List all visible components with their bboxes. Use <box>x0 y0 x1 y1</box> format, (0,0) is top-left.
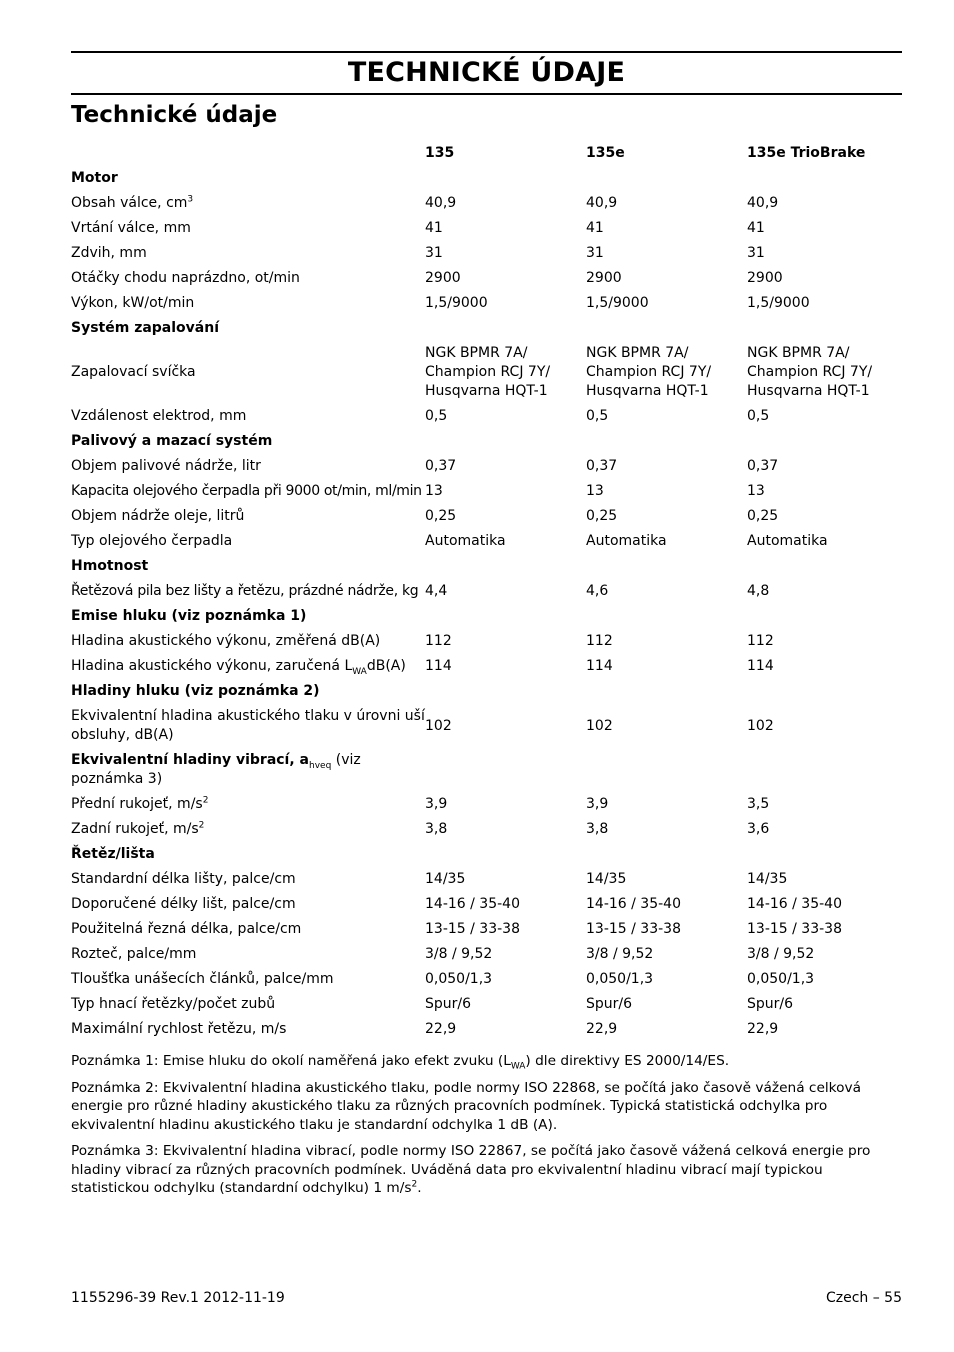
cell: 112 <box>586 633 613 649</box>
cell: 102 <box>586 717 613 734</box>
row-label: Kapacita olejového čerpadla při 9000 ot/min, ml/min <box>71 483 422 499</box>
table-row <box>71 867 902 892</box>
table-row <box>71 291 902 316</box>
row-label: Ekvivalentní hladina akustického tlaku v úrovni uší obsluhy, dB(A) <box>71 708 425 743</box>
cell: 3/8 / 9,52 <box>586 946 654 962</box>
section-row <box>71 842 902 867</box>
row-label: Maximální rychlost řetězu, m/s <box>71 1021 287 1037</box>
cell: 1,5/9000 <box>586 295 649 311</box>
row-label: Řetězová pila bez lišty a řetězu, prázdné nádrže, kg <box>71 583 419 599</box>
column-header: 135e TrioBrake <box>747 145 866 161</box>
cell: 13 <box>747 483 765 499</box>
column-header: 135 <box>425 145 455 161</box>
cell: 31 <box>425 245 443 261</box>
row-label: Vzdálenost elektrod, mm <box>71 408 247 424</box>
table-row <box>71 704 902 748</box>
table-row <box>71 529 902 554</box>
row-label: Vrtání válce, mm <box>71 220 191 236</box>
footer-page-number: Czech – 55 <box>825 1290 902 1306</box>
cell: NGK BPMR 7A/ Champion RCJ 7Y/ Husqvarna HQT-1 <box>586 345 712 399</box>
table-row <box>71 967 902 992</box>
row-label: Objem palivové nádrže, litr <box>71 458 261 474</box>
row-label: Zdvih, mm <box>71 245 147 261</box>
cell: 3,8 <box>586 821 609 837</box>
section-row <box>71 316 902 341</box>
cell: 2900 <box>425 270 461 286</box>
cell: NGK BPMR 7A/ Champion RCJ 7Y/ Husqvarna HQT-1 <box>747 345 873 399</box>
cell: 13-15 / 33-38 <box>586 921 681 937</box>
row-label: Rozteč, palce/mm <box>71 946 197 962</box>
cell: 14-16 / 35-40 <box>425 896 520 912</box>
cell: 4,4 <box>425 583 448 599</box>
table-row <box>71 404 902 429</box>
row-label: Použitelná řezná délka, palce/cm <box>71 921 302 937</box>
table-row <box>71 191 902 216</box>
table-row <box>71 479 902 504</box>
note-1: Poznámka 1: Emise hluku do okolí naměřená jako efekt zvuku $(L_{WA})$ dle direktivy ES 2000/14/ES. <box>71 1053 730 1072</box>
cell: 0,050/1,3 <box>425 971 493 987</box>
cell: 4,8 <box>747 583 770 599</box>
page-title: TECHNICKÉ ÚDAJE <box>347 57 626 88</box>
table-row <box>71 1017 902 1042</box>
row-label: Typ hnací řetězky/počet zubů <box>71 996 276 1012</box>
row-label: Výkon, kW/ot/min <box>71 295 195 311</box>
cell: 0,25 <box>425 508 457 524</box>
table-row <box>71 341 902 404</box>
cell: 102 <box>747 717 774 734</box>
cell: 40,9 <box>747 195 779 211</box>
table-row <box>71 992 902 1017</box>
section-label: Řetěz/lišta <box>71 846 155 862</box>
cell: Automatika <box>425 533 506 549</box>
cell: 1,5/9000 <box>425 295 488 311</box>
header-rule-bottom <box>71 93 902 95</box>
section-row <box>71 604 902 629</box>
cell: 22,9 <box>586 1021 618 1037</box>
cell: 3,9 <box>586 796 609 812</box>
cell: Spur/6 <box>586 996 633 1012</box>
column-header: 135e <box>586 145 625 161</box>
table-row <box>71 654 902 679</box>
table-row <box>71 942 902 967</box>
cell: 0,37 <box>586 458 618 474</box>
cell: 31 <box>586 245 604 261</box>
notes <box>71 1052 905 1206</box>
cell: 3,6 <box>747 821 770 837</box>
cell: 22,9 <box>747 1021 779 1037</box>
table-row <box>71 579 902 604</box>
section-label: Motor <box>71 170 118 186</box>
table-row <box>71 266 902 291</box>
cell: Automatika <box>586 533 667 549</box>
cell: 31 <box>747 245 765 261</box>
cell: 102 <box>425 717 452 734</box>
row-label: Hladina akustického výkonu, změřená dB(A) <box>71 633 381 649</box>
cell: 13 <box>586 483 604 499</box>
cell: 0,050/1,3 <box>586 971 654 987</box>
cell: 0,5 <box>586 408 609 424</box>
row-label: Zadní rukojeť, $m/s^2$ <box>71 820 205 837</box>
cell: 14-16 / 35-40 <box>586 896 681 912</box>
cell: 13 <box>425 483 443 499</box>
header-rule-top <box>71 51 902 53</box>
table-row <box>71 892 902 917</box>
cell: 0,37 <box>425 458 457 474</box>
cell: 14/35 <box>586 871 627 887</box>
cell: 22,9 <box>425 1021 457 1037</box>
table-header-row <box>71 141 902 166</box>
cell: 112 <box>747 633 774 649</box>
cell: 2900 <box>586 270 622 286</box>
cell: 114 <box>586 658 613 674</box>
section-label: Hladiny hluku (viz poznámka 2) <box>71 683 320 699</box>
table-row <box>71 629 902 654</box>
cell: 2900 <box>747 270 783 286</box>
section-label: Palivový a mazací systém <box>71 433 273 449</box>
cell: NGK BPMR 7A/ Champion RCJ 7Y/ Husqvarna HQT-1 <box>425 345 551 399</box>
cell: 13-15 / 33-38 <box>747 921 842 937</box>
cell: 4,6 <box>586 583 609 599</box>
row-label: Objem nádrže oleje, litrů <box>71 508 245 524</box>
section-label: Ekvivalentní hladiny vibrací, $a_{hveq}$ (viz poznámka 3) <box>71 752 361 787</box>
spec-table <box>71 141 902 1042</box>
section-row <box>71 166 902 191</box>
cell: 14/35 <box>425 871 466 887</box>
cell: 40,9 <box>586 195 618 211</box>
section-row <box>71 554 902 579</box>
cell: Spur/6 <box>747 996 794 1012</box>
row-label: Zapalovací svíčka <box>71 364 196 380</box>
cell: 41 <box>586 220 604 236</box>
cell: Spur/6 <box>425 996 472 1012</box>
cell: 112 <box>425 633 452 649</box>
section-row <box>71 679 902 704</box>
row-label: Doporučené délky lišt, palce/cm <box>71 896 296 912</box>
row-label: Obsah válce, $cm^3$ <box>71 194 194 211</box>
row-label: Přední rukojeť, $m/s^2$ <box>71 795 209 812</box>
cell: 3/8 / 9,52 <box>747 946 815 962</box>
cell: 3/8 / 9,52 <box>425 946 493 962</box>
section-row <box>71 429 902 454</box>
cell: 0,050/1,3 <box>747 971 815 987</box>
table-row <box>71 917 902 942</box>
cell: 114 <box>747 658 774 674</box>
row-label: Tloušťka unášecích článků, palce/mm <box>71 971 334 987</box>
cell: 0,25 <box>586 508 618 524</box>
cell: 1,5/9000 <box>747 295 810 311</box>
table-row <box>71 241 902 266</box>
cell: 0,37 <box>747 458 779 474</box>
row-label: Standardní délka lišty, palce/cm <box>71 871 296 887</box>
table-row <box>71 817 902 842</box>
row-label: Hladina akustického výkonu, zaručená $L_{WA}dB(A)$ <box>71 658 406 677</box>
row-label: Typ olejového čerpadla <box>71 533 233 549</box>
section-row <box>71 748 902 792</box>
cell: 14/35 <box>747 871 788 887</box>
cell: 3,5 <box>747 796 770 812</box>
cell: 41 <box>425 220 443 236</box>
note-3: Poznámka 3: Ekvivalentní hladina vibrací, podle normy ISO 22867, se počítá jako časově vážená celková energie pro hladiny vibrací za různých pracovních podmínek. Uváděná data pro ekvivalentní hladinu vibrací mají typickou statistickou odchylku (standardní odchylku) 1 $m/s^2$. <box>71 1143 871 1196</box>
table-row <box>71 454 902 479</box>
cell: 0,25 <box>747 508 779 524</box>
cell: 3,8 <box>425 821 448 837</box>
cell: 0,5 <box>425 408 448 424</box>
cell: 0,5 <box>747 408 770 424</box>
table-row <box>71 216 902 241</box>
section-label: Hmotnost <box>71 558 149 574</box>
cell: 41 <box>747 220 765 236</box>
cell: 40,9 <box>425 195 457 211</box>
section-title: Technické údaje <box>71 102 278 128</box>
cell: 3,9 <box>425 796 448 812</box>
table-row <box>71 504 902 529</box>
note-2: Poznámka 2: Ekvivalentní hladina akustického tlaku, podle normy ISO 22868, se počítá jako časově vážená celková energie pro různé hladiny akustického tlaku za různých pracovních podmínek. Typická statistická odchylka pro ekvivalentní hladinu akustického tlaku je standardní odchylka 1 dB (A). <box>71 1079 861 1133</box>
cell: 114 <box>425 658 452 674</box>
row-label: Otáčky chodu naprázdno, ot/min <box>71 270 300 286</box>
cell: Automatika <box>747 533 828 549</box>
section-label: Systém zapalování <box>71 320 220 336</box>
table-row <box>71 792 902 817</box>
cell: 13-15 / 33-38 <box>425 921 520 937</box>
cell: 14-16 / 35-40 <box>747 896 842 912</box>
section-label: Emise hluku (viz poznámka 1) <box>71 608 307 624</box>
footer-doc-id: 1155296-39 Rev.1 2012-11-19 <box>71 1290 285 1306</box>
